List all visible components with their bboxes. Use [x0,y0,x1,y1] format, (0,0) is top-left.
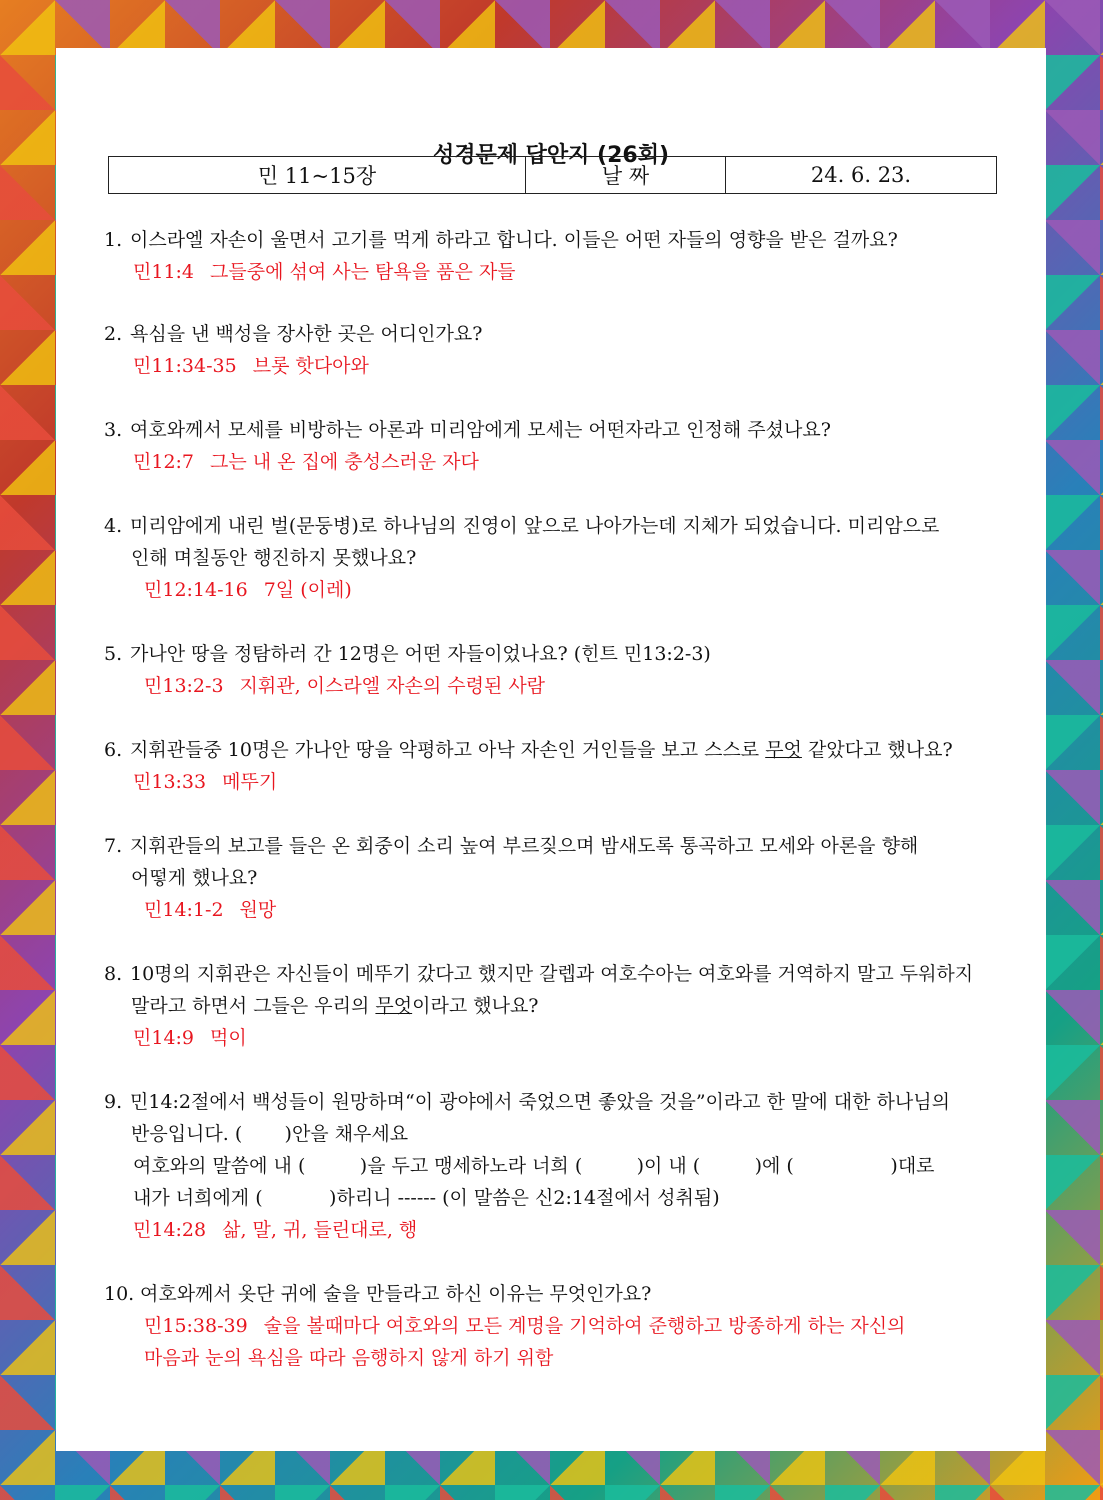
answer-reference: 민13:2-3 [144,675,224,697]
question-text-cont: 말라고 하면서 그들은 우리의 [131,995,376,1017]
question-5 [104,638,998,702]
answer-10 [104,1310,998,1342]
page-title: 성경문제 답안지 (26회) [432,143,670,168]
question-number: 4. [104,515,123,537]
question-number: 7. [104,835,123,857]
question-1 [104,224,998,288]
question-9 [104,1086,998,1246]
question-4 [104,510,998,606]
answer-text: 먹이 [210,1027,247,1049]
answer-reference: 민12:7 [133,451,195,473]
question-text: 지휘관들중 10명은 가나안 땅을 악평하고 아낙 자손인 거인들을 보고 스스로 [130,739,766,761]
info-table [108,156,997,194]
question-text-cont: 인해 며칠동안 행진하지 못했나요? [131,547,417,569]
answer-text: 그들중에 섞여 사는 탐욕을 품은 자들 [210,261,516,283]
question-number: 9. [104,1091,123,1113]
answer-text: 지휘관, 이스라엘 자손의 수령된 사람 [239,675,546,697]
answer-reference: 민14:9 [133,1027,195,1049]
question-text-end: 같았다고 했나요? [801,739,953,761]
answer-reference: 민14:28 [133,1219,207,1241]
question-number: 2. [104,323,123,345]
answer-reference: 민11:34-35 [133,355,237,377]
underlined-word: 무엇 [375,995,413,1017]
answer-text: 메뚜기 [222,771,278,793]
date-label: 날 짜 [526,157,726,194]
question-text: 욕심을 낸 백성을 장사한 곳은 어디인가요? [130,323,483,345]
question-6 [104,734,998,798]
fill-in-blank-line-2: 내가 너희에게 ( )하리니 ------ (이 말씀은 신2:14절에서 성취됨) [133,1187,720,1209]
answer-6 [104,766,998,798]
answer-5 [104,670,998,702]
answer-reference: 민13:33 [133,771,207,793]
question-8 [104,958,998,1054]
question-text: 민14:2절에서 백성들이 원망하며“이 광야에서 죽었으면 좋았을 것을”이라고 한 말에 대한 하나님의 [130,1091,950,1113]
answer-4 [104,574,998,606]
answer-text: 7일 (이레) [263,579,352,601]
answer-3 [104,446,998,478]
answer-reference: 민11:4 [133,261,195,283]
answer-text: 술을 볼때마다 여호와의 모든 계명을 기억하여 준행하고 방종하게 하는 자신의 [263,1315,906,1337]
answer-text: 브롯 핫다아와 [252,355,369,377]
question-number: 5. [104,643,123,665]
question-number: 1. [104,229,123,251]
date-value: 24. 6. 23. [726,157,997,194]
answer-7 [104,894,998,926]
question-text-cont: 어떻게 했나요? [131,867,258,889]
question-text: 가나안 땅을 정탐하러 간 12명은 어떤 자들이었나요? (힌트 민13:2-3) [130,643,711,665]
answer-1 [104,256,998,288]
question-number: 3. [104,419,123,441]
question-text: 이스라엘 자손이 울면서 고기를 먹게 하라고 합니다. 이들은 어떤 자들의 영향을 받은 걸까요? [130,229,898,251]
answer-9 [104,1214,998,1246]
answer-sheet [56,48,1046,1451]
answer-reference: 민12:14-16 [144,579,248,601]
answer-reference: 민14:1-2 [144,899,224,921]
question-7 [104,830,998,926]
question-number: 6. [104,739,123,761]
question-text: 10명의 지휘관은 자신들이 메뚜기 갔다고 했지만 갈렙과 여호수아는 여호와를 거역하지 말고 두워하지 [130,963,974,985]
answer-8 [104,1022,998,1054]
question-number: 8. [104,963,123,985]
question-text: 지휘관들의 보고를 들은 온 회중이 소리 높여 부르짖으며 밤새도록 통곡하고 모세와 아론을 향해 [130,835,919,857]
fill-in-blank-line-1: 여호와의 말씀에 내 ( )을 두고 맹세하노라 너희 ( )이 내 ( )에 ( )대로 [133,1155,935,1177]
question-text-cont: 반응입니다. ( )안을 채우세요 [131,1123,409,1145]
answer-text: 삶, 말, 귀, 들린대로, 행 [222,1219,418,1241]
question-text: 여호와께서 모세를 비방하는 아론과 미리암에게 모세는 어떤자라고 인정해 주셨나요? [130,419,831,441]
question-3 [104,414,998,478]
answer-text: 원망 [239,899,277,921]
chapter-range: 민 11~15장 [109,157,526,194]
question-number: 10. [104,1283,135,1305]
question-text: 여호와께서 옷단 귀에 술을 만들라고 하신 이유는 무엇인가요? [140,1283,652,1305]
answer-2 [104,350,998,382]
question-text: 미리암에게 내린 벌(문둥병)로 하나님의 진영이 앞으로 나아가는데 지체가 되었습니다. 미리암으로 [130,515,940,537]
underlined-word: 무엇 [765,739,802,761]
question-10 [104,1278,998,1374]
question-2 [104,318,998,382]
answer-10-cont: 마음과 눈의 욕심을 따라 음행하지 않게 하기 위함 [144,1347,554,1369]
answer-reference: 민15:38-39 [144,1315,248,1337]
question-text-end: 이라고 했나요? [412,995,539,1017]
answer-text: 그는 내 온 집에 충성스러운 자다 [210,451,479,473]
